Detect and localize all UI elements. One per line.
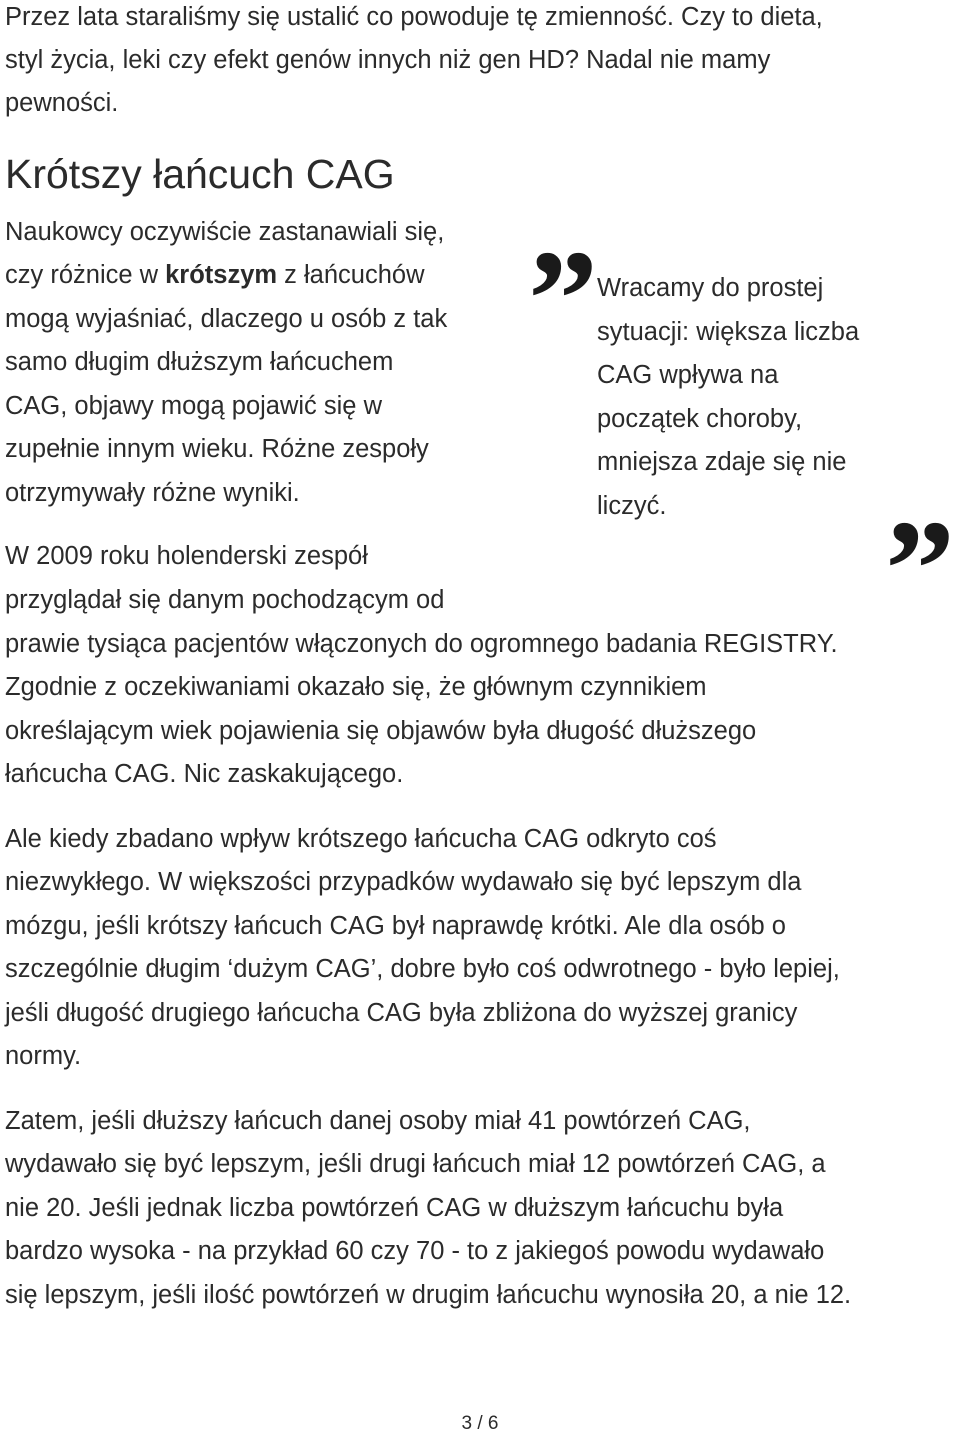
p2-line-2: przyglądał się danym pochodzącym od [5, 586, 445, 614]
page-number: 3 / 6 [461, 1413, 499, 1434]
pullquote-line-4: początek choroby, [597, 405, 803, 433]
p1-line-2-post: z łańcuchów [277, 261, 425, 289]
intro-line-1: Przez lata staraliśmy się ustalić co powoduje tę zmienność. Czy to dieta, [5, 3, 823, 31]
p2-line-5: określającym wiek pojawienia się objawów była długość dłuższego [5, 717, 757, 745]
p1-line-1: Naukowcy oczywiście zastanawiali się, [5, 218, 445, 246]
p4-line-3: nie 20. Jeśli jednak liczba powtórzeń CAG w dłuższym łańcuchu była [5, 1194, 784, 1222]
pullquote-open-mark: ” [528, 222, 584, 377]
p1-line-6: zupełnie innym wieku. Różne zespoły [5, 435, 429, 463]
pullquote-line-6: liczyć. [597, 492, 667, 520]
p1-line-4: samo długim dłuższym łańcuchem [5, 348, 394, 376]
p2-line-4: Zgodnie z oczekiwaniami okazało się, że głównym czynnikiem [5, 673, 707, 701]
section-heading: Krótszy łańcuch CAG [5, 151, 395, 197]
p2-line-6: łańcucha CAG. Nic zaskakującego. [5, 760, 404, 788]
pullquote-line-3: CAG wpływa na [597, 361, 779, 389]
p2-line-3: prawie tysiąca pacjentów włączonych do ogromnego badania REGISTRY. [5, 630, 838, 658]
p3-line-1: Ale kiedy zbadano wpływ krótszego łańcucha CAG odkryto coś [5, 825, 717, 853]
pullquote-line-5: mniejsza zdaje się nie [597, 448, 847, 476]
p1-line-7: otrzymywały różne wyniki. [5, 479, 300, 507]
p3-line-2: niezwykłego. W większości przypadków wydawało się być lepszym dla [5, 868, 802, 896]
p1-line-5: CAG, objawy mogą pojawić się w [5, 392, 382, 420]
p4-line-1: Zatem, jeśli dłuższy łańcuch danej osoby miał 41 powtórzeń CAG, [5, 1107, 751, 1135]
p1-line-3: mogą wyjaśniać, dlaczego u osób z tak [5, 305, 448, 333]
p1-bold-word: krótszym [165, 261, 278, 289]
p2-line-1: W 2009 roku holenderski zespół [5, 542, 368, 570]
p1-line-2 [5, 260, 425, 290]
pullquote-close-mark: ” [885, 492, 941, 647]
intro-line-2: styl życia, leki czy efekt genów innych niż gen HD? Nadal nie mamy [5, 46, 771, 74]
p4-line-5: się lepszym, jeśli ilość powtórzeń w drugim łańcuchu wynosiła 20, a nie 12. [5, 1281, 852, 1309]
pullquote-line-2: sytuacji: większa liczba [597, 318, 860, 346]
p3-line-5: jeśli długość drugiego łańcucha CAG była zbliżona do wyższej granicy [5, 999, 798, 1027]
p4-line-2: wydawało się być lepszym, jeśli drugi łańcuch miał 12 powtórzeń CAG, a [5, 1150, 826, 1178]
p1-line-2-pre: czy różnice w [5, 261, 166, 289]
p4-line-4: bardzo wysoka - na przykład 60 czy 70 - to z jakiegoś powodu wydawało [5, 1237, 825, 1265]
p3-line-3: mózgu, jeśli krótszy łańcuch CAG był naprawdę krótki. Ale dla osób o [5, 912, 786, 940]
p3-line-6: normy. [5, 1042, 82, 1070]
intro-line-3: pewności. [5, 89, 119, 117]
p3-line-4: szczególnie długim ‘dużym CAG’, dobre było coś odwrotnego - było lepiej, [5, 955, 840, 983]
pullquote-line-1: Wracamy do prostej [597, 274, 824, 302]
